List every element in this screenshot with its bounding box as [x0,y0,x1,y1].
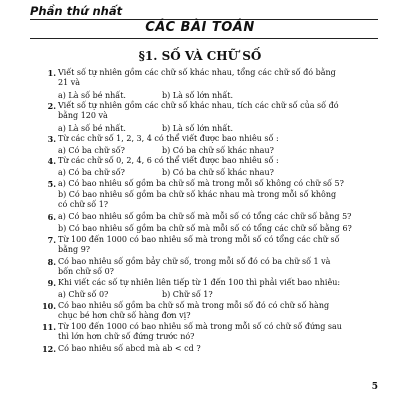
problem-number: 12. [42,344,56,354]
problem-item [47,101,378,121]
problem-item [47,179,378,189]
problem-text: 21 và [58,78,81,87]
problem-text: Có bao nhiêu số abcd mà ab < cd ? [58,344,201,353]
option-a: a) Là số bé nhất. [58,91,126,100]
problem-text: Viết số tự nhiên gồm các chữ số khác nhau, tổng các chữ số đó bằng [58,68,336,77]
option-b: b) Chữ số 1? [162,290,213,299]
problem-text: chục bé hơn chữ số hàng đơn vị? [58,311,191,320]
problem-number: 5. [47,179,56,189]
problem-text: Có bao nhiêu số gồm ba chữ số mà trong mỗi số đó có chữ số hàng [58,301,330,310]
problem-text: a) Có bao nhiêu số gồm ba chữ số mà trong mỗi số không có chữ số 5? [58,179,344,188]
option-b: b) Có ba chữ số khác nhau? [162,168,274,177]
problem-text: Có bao nhiêu số gồm bảy chữ số, trong mỗi số đó có ba chữ số 1 và [58,257,331,266]
problem-item [42,301,378,321]
problem-text: Từ 100 đến 1000 có bao nhiêu số mà trong mỗi số có chữ số đứng sau [58,322,342,331]
problem-item [47,257,378,277]
page-number: 5 [371,382,378,392]
problem-item [47,134,378,144]
problem-item [58,224,378,234]
problem-item [42,344,378,354]
problem-number: 9. [47,278,56,288]
problem-number: 8. [47,257,56,267]
problem-text: Khi viết các số tự nhiên liên tiếp từ 1 đến 100 thì phải viết bao nhiêu: [58,278,341,287]
option-a: a) Là số bé nhất. [58,124,126,133]
problem-item [58,190,378,210]
part-label: Phần thứ nhất [30,4,123,18]
problem-number: 10. [42,301,56,311]
problem-text: b) Có bao nhiêu số gồm ba chữ số mà mỗi số có tổng các chữ số bằng 6? [58,224,352,233]
problem-number: 1. [47,68,56,78]
problem-text: bằng 120 và [58,111,108,120]
problem-text: a) Có bao nhiêu số gồm ba chữ số mà mỗi số có tổng các chữ số bằng 5? [58,212,352,221]
problem-item [47,68,378,88]
option-b: b) Có ba chữ số khác nhau? [162,146,274,155]
problem-item [47,212,378,222]
problem-item [47,235,378,255]
problem-text: bằng 9? [58,245,91,254]
option-a: a) Chữ số 0? [58,290,109,299]
problem-item [47,278,378,288]
title-rule-bottom [30,38,378,39]
option-b: b) Là số lớn nhất. [162,124,233,133]
problem-text: b) Có bao nhiêu số gồm ba chữ số khác nhau mà trong mỗi số không [58,190,337,199]
option-a: a) Có ba chữ số? [58,168,125,177]
problem-item [47,156,378,166]
problem-text: thì lớn hơn chữ số đứng trước nó? [58,332,195,341]
problem-number: 7. [47,235,56,245]
problem-text: Từ các chữ số 0, 2, 4, 6 có thể viết được bao nhiêu số : [58,156,279,165]
problem-number: 6. [47,212,56,222]
problem-text: bốn chữ số 0? [58,267,114,276]
section-heading: §1. SỐ VÀ CHỮ SỐ [138,49,262,63]
problem-number: 3. [47,134,56,144]
option-a: a) Có ba chữ số? [58,146,125,155]
problem-number: 2. [47,101,56,111]
problem-text: Từ các chữ số 1, 2, 3, 4 có thể viết được bao nhiêu số : [58,134,279,143]
problem-text: có chữ số 1? [58,200,109,209]
problem-text: Viết số tự nhiên gồm các chữ số khác nhau, tích các chữ số của số đó [58,101,339,110]
problem-text: Từ 100 đến 1000 có bao nhiêu số mà trong mỗi số có tổng các chữ số [58,235,340,244]
problem-number: 4. [47,156,56,166]
problem-item [42,322,378,342]
problem-number: 11. [42,322,56,332]
chapter-title: CÁC BÀI TOÁN [145,20,255,35]
option-b: b) Là số lớn nhất. [162,91,233,100]
